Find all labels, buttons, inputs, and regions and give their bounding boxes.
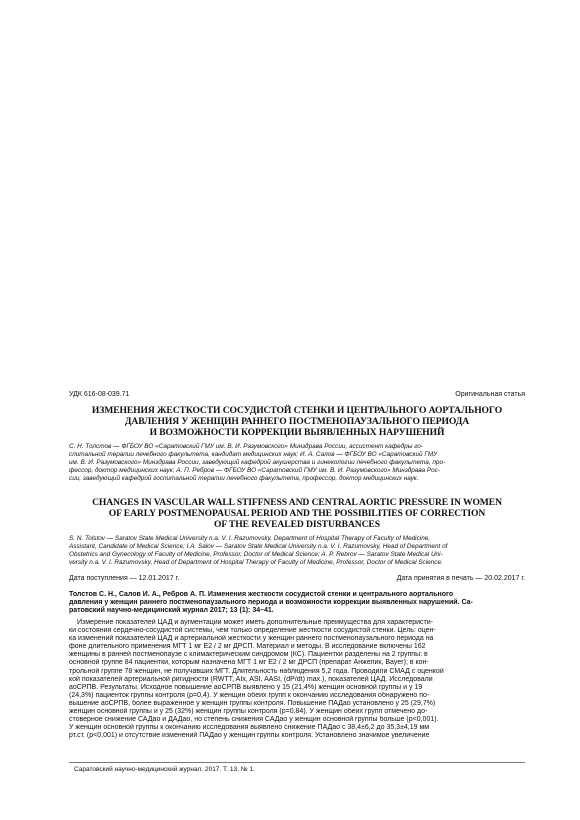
abstract-line: У женщин основной группы к окончанию исследования выявлено снижение ПАДао с 38,4±6,2 до 35,3±4,19 мм bbox=[69, 724, 430, 732]
authors-ru-line: спитальной терапии лечебного факультета, кандидат медицинских наук; И. А. Салов — ФГБОУ ВО «Саратовский ГМУ bbox=[69, 451, 438, 458]
authors-en-line: Assistant, Candidate of Medical Science; I.A. Salov — Saratov State Medical University n.a. V. I. Razumovsky, Head of Department of bbox=[69, 543, 448, 550]
title-ru-line: ИЗМЕНЕНИЯ ЖЕСТКОСТИ СОСУДИСТОЙ СТЕНКИ И ЦЕНТРАЛЬНОГО АОРТАЛЬНОГО bbox=[91, 405, 503, 416]
abstract-line: рт.ст. (p<0,001) и отсутствие изменений ПАДао у женщин группы контроля. Установлено значимое увеличение bbox=[69, 732, 430, 740]
authors-ru-line: С. Н. Толстов — ФГБОУ ВО «Саратовский ГМУ им. В. И. Разумовского» Минздрава России, ассистент кафедры го- bbox=[69, 443, 423, 450]
summary-line: Толстов С. Н., Салов И. А., Ребров А. П. Изменения жесткости сосудистой стенки и центрального аортального bbox=[69, 591, 454, 598]
title-en-line: CHANGES IN VASCULAR WALL STIFFNESS AND CENTRAL AORTIC PRESSURE IN WOMEN bbox=[92, 497, 502, 508]
date-accepted: Дата принятия в печать — 20.02.2017 г. bbox=[396, 575, 525, 582]
citation-summary bbox=[69, 591, 525, 615]
title-english bbox=[69, 497, 525, 530]
summary-line: давления у женщин раннего постменопаузального периода и возможности коррекции выявленных нарушений. Са- bbox=[69, 599, 473, 606]
abstract-line: основной группе 84 пациентки, которым назначена МГТ 1 мг E2 / 2 мг ДРСП (препарат Анжелик, Bayer); в кон- bbox=[69, 659, 429, 667]
abstract-line: стоверное снижение САДао и ДАДао, но степень снижения САДао у женщин основной группы больше (p<0,001). bbox=[69, 716, 439, 724]
footer-divider bbox=[69, 762, 525, 763]
dates-row bbox=[69, 575, 525, 583]
summary-line: ратовский научно-медицинский журнал 2017; 13 (1): 34–41. bbox=[69, 607, 274, 614]
abstract-body bbox=[69, 619, 525, 740]
header-row bbox=[69, 391, 525, 399]
title-ru-line: И ВОЗМОЖНОСТИ КОРРЕКЦИИ ВЫЯВЛЕННЫХ НАРУШЕНИЙ bbox=[149, 427, 445, 438]
udk-code: УДК 616-08-039.71 bbox=[69, 391, 130, 398]
abstract-line: вышение аоСРПВ, более выраженное у женщин группы контроля. Повышение ПАДао установлено у 25 (29,7%) bbox=[69, 699, 436, 707]
abstract-line: женщины в ранней постменопаузе с климактерическим синдромом (КС). Пациентки разделены на 2 группы: в bbox=[69, 651, 428, 659]
journal-footer: Саратовский научно-медицинский журнал. 2017. Т. 13, № 1. bbox=[74, 766, 255, 773]
title-en-line: OF THE REVEALED DISTURBANCES bbox=[214, 519, 380, 530]
authors-ru-line: им. В. И. Разумовского» Минздрава России, заведующий кафедрой акушерства и гинекологии лечебного факультета, про- bbox=[69, 459, 446, 466]
authors-ru-line: фессор, доктор медицинских наук; А. П. Ребров — ФГБОУ ВО «Саратовский ГМУ им. В. И. Разумовского» Минздрава Рос- bbox=[69, 467, 440, 474]
abstract-line: (24,3%) пациенток группы контроля (p=0,4). У женщин обеих групп к окончанию исследования обнаружено по- bbox=[69, 691, 430, 699]
title-ru-line: ДАВЛЕНИЯ У ЖЕНЩИН РАННЕГО ПОСТМЕНОПАУЗАЛЬНОГО ПЕРИОДА bbox=[124, 416, 470, 427]
authors-english bbox=[69, 535, 525, 567]
article-type: Оригинальная статья bbox=[455, 391, 525, 398]
authors-en-line: Obstetrics and Gynecology of Faculty of Medicine, Professor, Doctor of Medical Science; A. P. Rebrov — Saratov State Medical Uni- bbox=[69, 551, 443, 558]
abstract-line: Измерение показателей ЦАД и аугментации может иметь дополнительные преимущества для характеристи- bbox=[77, 619, 433, 626]
title-russian bbox=[69, 405, 525, 438]
abstract-line: кой показателей артериальной ригидности (RWTT, AIx, ASI, AASI, (dP/dt) max.), показателей ЦАД. Исследовали bbox=[69, 675, 433, 683]
abstract-line: ка изменений показателей ЦАД и артериальной жесткости у женщин раннего постменопаузального периода на bbox=[69, 635, 434, 643]
date-received: Дата поступления — 12.01.2017 г. bbox=[69, 575, 180, 582]
abstract-line: фоне длительного применения МГТ 1 мг E2 / 2 мг ДРСП. Материал и методы. В исследование включены 162 bbox=[69, 643, 426, 651]
abstract-line: женщин основной группы и у 25 (32%) женщин группы контроля (p=0,84). У женщин обеих групп отмечено до- bbox=[69, 708, 428, 716]
abstract-line: трольной группе 78 женщин, не получавших МГТ. Длительность наблюдения 5,2 года. Проводили СМАД с оценкой bbox=[69, 667, 444, 675]
authors-russian bbox=[69, 443, 525, 483]
abstract-line: ки состояния сердечно-сосудистой системы, чем только определение жесткости сосудистой стенки. Цель: оцен- bbox=[69, 627, 436, 635]
authors-en-line: S. N. Tolstov — Saratov State Medical University n.a. V. I. Razumovsky, Department of Hospital Therapy of Faculty of Medicine, bbox=[69, 535, 431, 542]
authors-ru-line: сии, заведующий кафедрой госпитальной терапии лечебного факультета, профессор, доктор медицинских наук. bbox=[69, 475, 419, 482]
title-en-line: OF EARLY POSTMENOPAUSAL PERIOD AND THE POSSIBILITIES OF CORRECTION bbox=[108, 508, 486, 519]
abstract-line: аоСРПВ. Результаты. Исходное повышение аоСРПВ выявлено у 15 (21,4%) женщин основной группы и у 19 bbox=[69, 683, 423, 691]
authors-en-line: versity n.a. V. I. Razumovsky, Head of Department of Hospital Therapy of Faculty of Medicine, Professor, Doctor of Medical Science. bbox=[69, 559, 443, 566]
